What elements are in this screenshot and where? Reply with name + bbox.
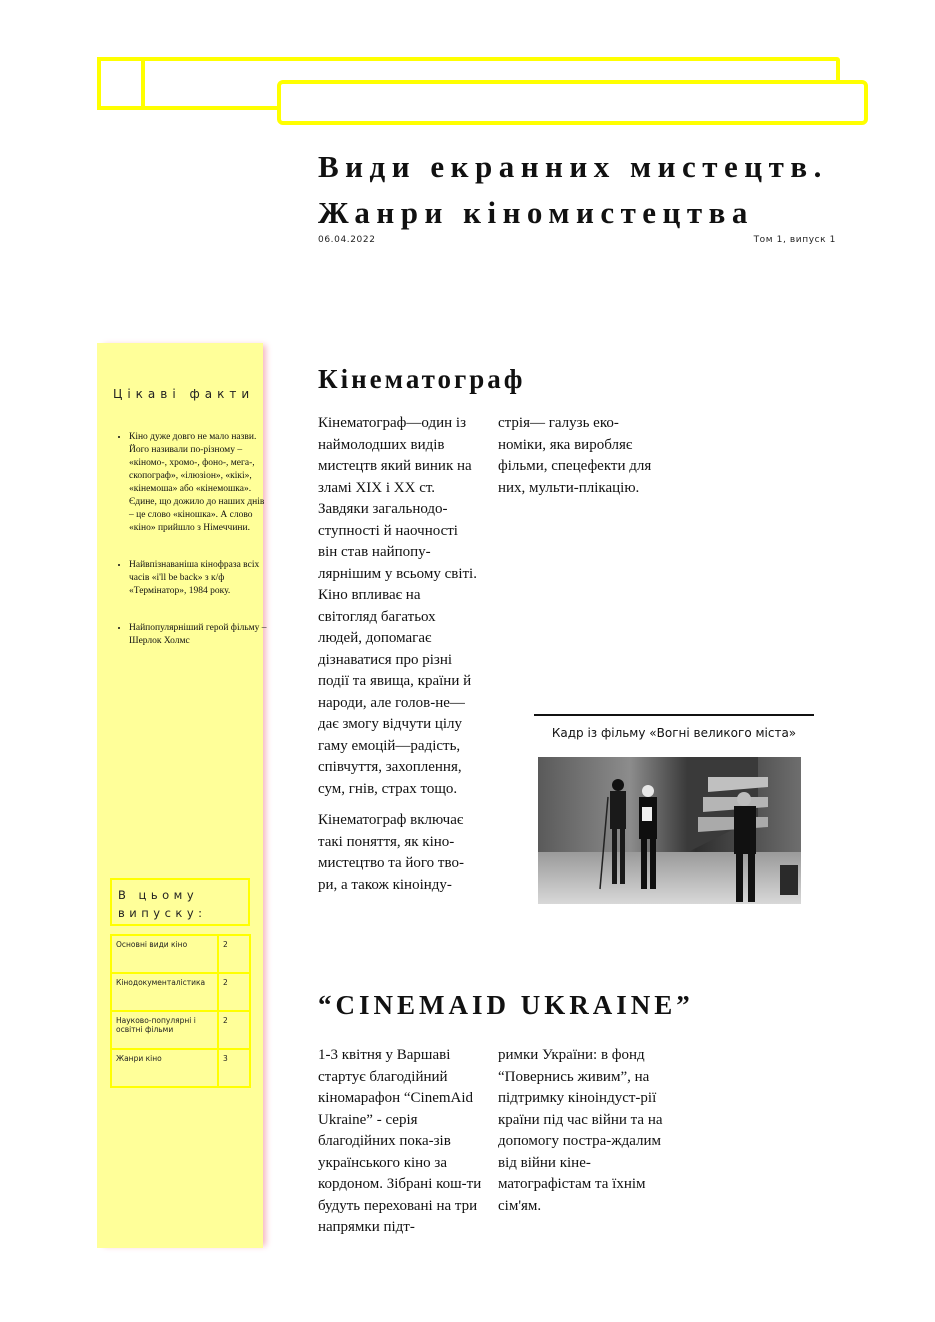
- title-line-1: Види екранних мистецтв.: [318, 149, 828, 184]
- facts-list: [111, 431, 269, 672]
- toc-label: Науково-популярні і освітні фільми: [111, 1011, 218, 1049]
- header-bar-offset: [277, 80, 868, 125]
- film-still-photo: [538, 757, 801, 904]
- toc-page: 2: [218, 973, 250, 1011]
- toc-page: 2: [218, 1011, 250, 1049]
- article-column-3: [318, 1045, 483, 1249]
- article-heading-cinemaid: “CINEMAID UKRAINE”: [318, 990, 694, 1020]
- toc-row[interactable]: [111, 973, 250, 1011]
- title-line-2: Жанри кіномистецтва: [318, 195, 754, 230]
- toc-row[interactable]: [111, 1011, 250, 1049]
- toc-label: Основні види кіно: [111, 935, 218, 973]
- sidebar: [97, 343, 267, 1248]
- article-column-1: [318, 413, 480, 906]
- fact-item: • Кіно дуже довго не мало назви. Його називали по-різному – «кіномо-, хромо-, фоно-, мега-, скопограф», «ілюзіон», «кікі», «кінемоша» або «кінемошка». Єдине, що дожило до наших днів – це слово «кіношка». А слово «кіно» прийшло з Німеччини.: [129, 431, 269, 535]
- article-column-2: [498, 413, 658, 509]
- toc-label: Кінодокументалістика: [111, 973, 218, 1011]
- page-title: [318, 144, 858, 236]
- article-paragraph: 1-3 квітня у Варшаві стартує благодійний кіномарафон “CinemAid Ukraine” - серія благодійних пока-зів українського кіно за кордоном. Зібрані кош-ти будуть переховані на три напрямки підт-: [318, 1047, 482, 1235]
- toc-table: [110, 934, 251, 1088]
- article-paragraph: Кінематограф включає такі поняття, як кіно-мистецтво та його тво-ри, а також кіноінду-: [318, 812, 464, 893]
- toc-page: 3: [218, 1049, 250, 1087]
- article-paragraph: Кінематограф—один із наймолодших видів мистецтв який виник на зламі XIX і XX ст. Завдяки загальнодо-ступності й наочності він став найпопу-лярнішим у всьому світі. Кіно впливає на світогляд багатьох людей, допомагає дізнаватися про різні події та явища, країни й народи, але голов-не—дає змогу відчути цілу гаму емоцій—радість, співчуття, захоплення, сум, гнів, страх тощо.: [318, 415, 477, 797]
- photo-caption: Кадр із фільму «Вогні великого міста»: [551, 726, 797, 740]
- toc-header-box: [110, 878, 250, 926]
- article-paragraph: римки України: в фонд “Повернись живим”, на підтримку кіноіндуст-рії країни під час війни та на допомогу постра-ждалим від війни кіне-матографістам та їхнім сім'ям.: [498, 1047, 663, 1214]
- toc-row[interactable]: [111, 1049, 250, 1087]
- fact-item: • Найвпізнаваніша кінофраза всіх часів «i'll be back» з к/ф «Термінатор», 1984 року.: [129, 559, 269, 598]
- toc-page: 2: [218, 935, 250, 973]
- toc-row[interactable]: [111, 935, 250, 973]
- fact-item: • Найпопулярніший герой фільму – Шерлок Холмс: [129, 622, 269, 648]
- toc-title: В цьому випуску:: [118, 888, 207, 920]
- article-heading-kinematograf: Кінематограф: [318, 364, 526, 394]
- header-bar-square: [97, 57, 145, 110]
- caption-rule: [534, 714, 814, 716]
- article-paragraph: стрія— галузь еко-номіки, яка виробляє фільми, спецефекти для них, мульти-плікацію.: [498, 415, 652, 496]
- article-column-4: [498, 1045, 663, 1227]
- issue-date: 06.04.2022: [318, 235, 376, 245]
- facts-title: Цікаві факти: [113, 387, 255, 401]
- toc-label: Жанри кіно: [111, 1049, 218, 1087]
- issue-number: Том 1, випуск 1: [753, 235, 836, 245]
